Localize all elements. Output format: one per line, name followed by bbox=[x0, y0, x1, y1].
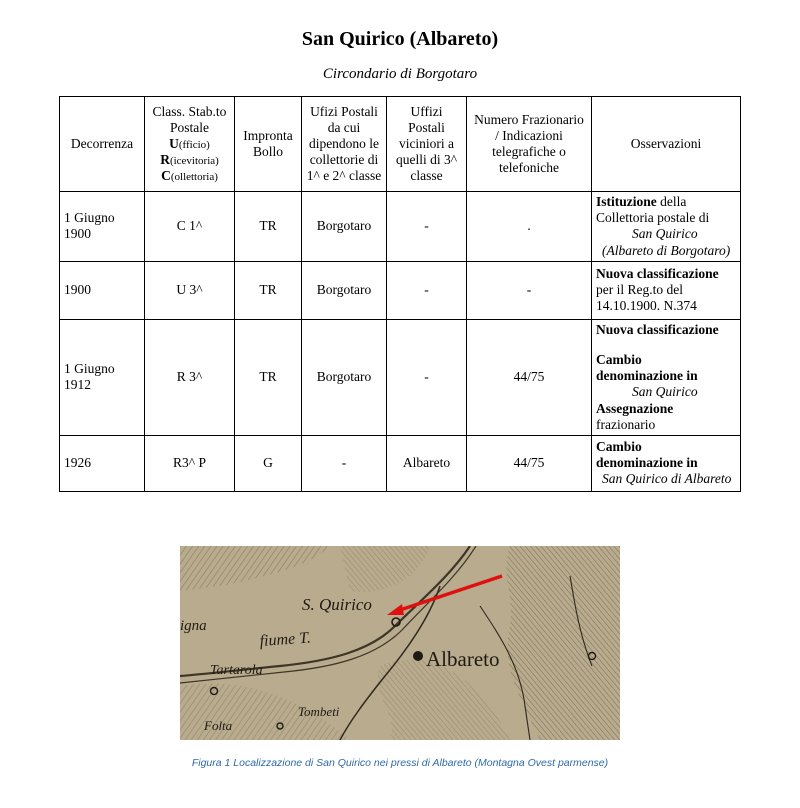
cell-class: C 1^ bbox=[145, 192, 235, 262]
header-class-line1: Class. Stab.to bbox=[152, 103, 227, 119]
table-row bbox=[60, 435, 741, 491]
cell-impronta: TR bbox=[235, 319, 302, 435]
header-viciniori: Uffizi Postali viciniori a quelli di 3^ classe bbox=[387, 97, 467, 192]
table-row bbox=[60, 261, 741, 319]
header-class-line2: Postale bbox=[170, 119, 209, 135]
cell-class: U 3^ bbox=[145, 261, 235, 319]
obs-text: Cambio bbox=[596, 439, 642, 455]
map-label-s-quirico: S. Quirico bbox=[302, 595, 372, 614]
obs-text: San Quirico di Albareto bbox=[602, 471, 732, 487]
cell-viciniori: - bbox=[387, 319, 467, 435]
page-subtitle: Circondario di Borgotaro bbox=[322, 66, 478, 82]
obs-text: (Albareto di Borgotaro) bbox=[602, 242, 731, 258]
obs-text: Collettoria postale di bbox=[596, 210, 710, 226]
cell-decorrenza: 1 Giugno 1912 bbox=[60, 319, 145, 435]
obs-text: Assegnazione bbox=[596, 400, 674, 416]
postal-history-table bbox=[59, 96, 741, 492]
header-class-u: U bbox=[169, 135, 179, 151]
header-class-r-suffix: (icevitoria) bbox=[169, 155, 219, 168]
cell-decorrenza: 1926 bbox=[60, 435, 145, 491]
obs-text: denominazione in bbox=[596, 368, 698, 384]
obs-text: Istituzione bbox=[596, 194, 657, 209]
cell-viciniori: - bbox=[387, 192, 467, 262]
map-label-tombeti: Tombeti bbox=[298, 704, 340, 719]
map-marker-albareto bbox=[413, 651, 423, 661]
cell-uffizi: - bbox=[302, 435, 387, 491]
map-label-tartarola: Tartarola bbox=[210, 663, 263, 678]
cell-class: R 3^ bbox=[145, 319, 235, 435]
obs-text: San Quirico bbox=[632, 226, 698, 242]
cell-viciniori: - bbox=[387, 261, 467, 319]
cell-osservazioni bbox=[592, 261, 741, 319]
header-class-c: C bbox=[161, 168, 171, 184]
table-row bbox=[60, 319, 741, 435]
cell-decorrenza: 1 Giugno 1900 bbox=[60, 192, 145, 262]
obs-text: San Quirico bbox=[632, 384, 698, 400]
header-numero: Numero Frazionario / Indicazioni telegrafiche o telefoniche bbox=[467, 97, 592, 192]
cell-impronta: TR bbox=[235, 192, 302, 262]
cell-numero: - bbox=[467, 261, 592, 319]
cell-impronta: G bbox=[235, 435, 302, 491]
map-label-albareto: Albareto bbox=[426, 647, 500, 671]
cell-osservazioni bbox=[592, 192, 741, 262]
figure-caption: Figura 1 Localizzazione di San Quirico nei pressi di Albareto (Montagna Ovest parmense) bbox=[191, 757, 609, 769]
cell-numero: 44/75 bbox=[467, 319, 592, 435]
table-header-row bbox=[60, 97, 741, 192]
map-label-igna: igna bbox=[180, 618, 207, 634]
header-class-u-suffix: (fficio) bbox=[178, 138, 210, 151]
cell-decorrenza: 1900 bbox=[60, 261, 145, 319]
cell-uffizi: Borgotaro bbox=[302, 319, 387, 435]
cell-class: R3^ P bbox=[145, 435, 235, 491]
obs-text: Cambio bbox=[596, 351, 642, 367]
cell-impronta: TR bbox=[235, 261, 302, 319]
obs-text: della bbox=[656, 194, 687, 209]
cell-uffizi: Borgotaro bbox=[302, 261, 387, 319]
table-row bbox=[60, 192, 741, 262]
header-decorrenza: Decorrenza bbox=[60, 97, 145, 192]
cell-osservazioni bbox=[592, 319, 741, 435]
cell-viciniori: Albareto bbox=[387, 435, 467, 491]
cell-numero: . bbox=[467, 192, 592, 262]
header-uffizi: Ufizi Postali da cui dipendono le collettorie di 1^ e 2^ classe bbox=[302, 97, 387, 192]
header-class-c-suffix: (ollettoria) bbox=[170, 171, 218, 184]
obs-text: 14.10.1900. N.374 bbox=[596, 298, 697, 314]
obs-text: Nuova classificazione bbox=[596, 265, 719, 281]
obs-text: Nuova classificazione bbox=[596, 321, 719, 337]
obs-text: per il Reg.to del bbox=[596, 282, 683, 298]
map-label-folta: Folta bbox=[204, 718, 233, 733]
historic-map-excerpt bbox=[180, 546, 620, 740]
map-label-fiume: fiume T. bbox=[259, 629, 312, 650]
cell-numero: 44/75 bbox=[467, 435, 592, 491]
cell-osservazioni bbox=[592, 435, 741, 491]
obs-text: frazionario bbox=[596, 416, 656, 432]
header-class-r: R bbox=[160, 152, 170, 168]
page-title: San Quirico (Albareto) bbox=[301, 28, 499, 50]
header-class bbox=[145, 97, 235, 192]
header-osservazioni: Osservazioni bbox=[592, 97, 741, 192]
obs-text: denominazione in bbox=[596, 455, 698, 471]
cell-uffizi: Borgotaro bbox=[302, 192, 387, 262]
header-impronta: Impronta Bollo bbox=[235, 97, 302, 192]
